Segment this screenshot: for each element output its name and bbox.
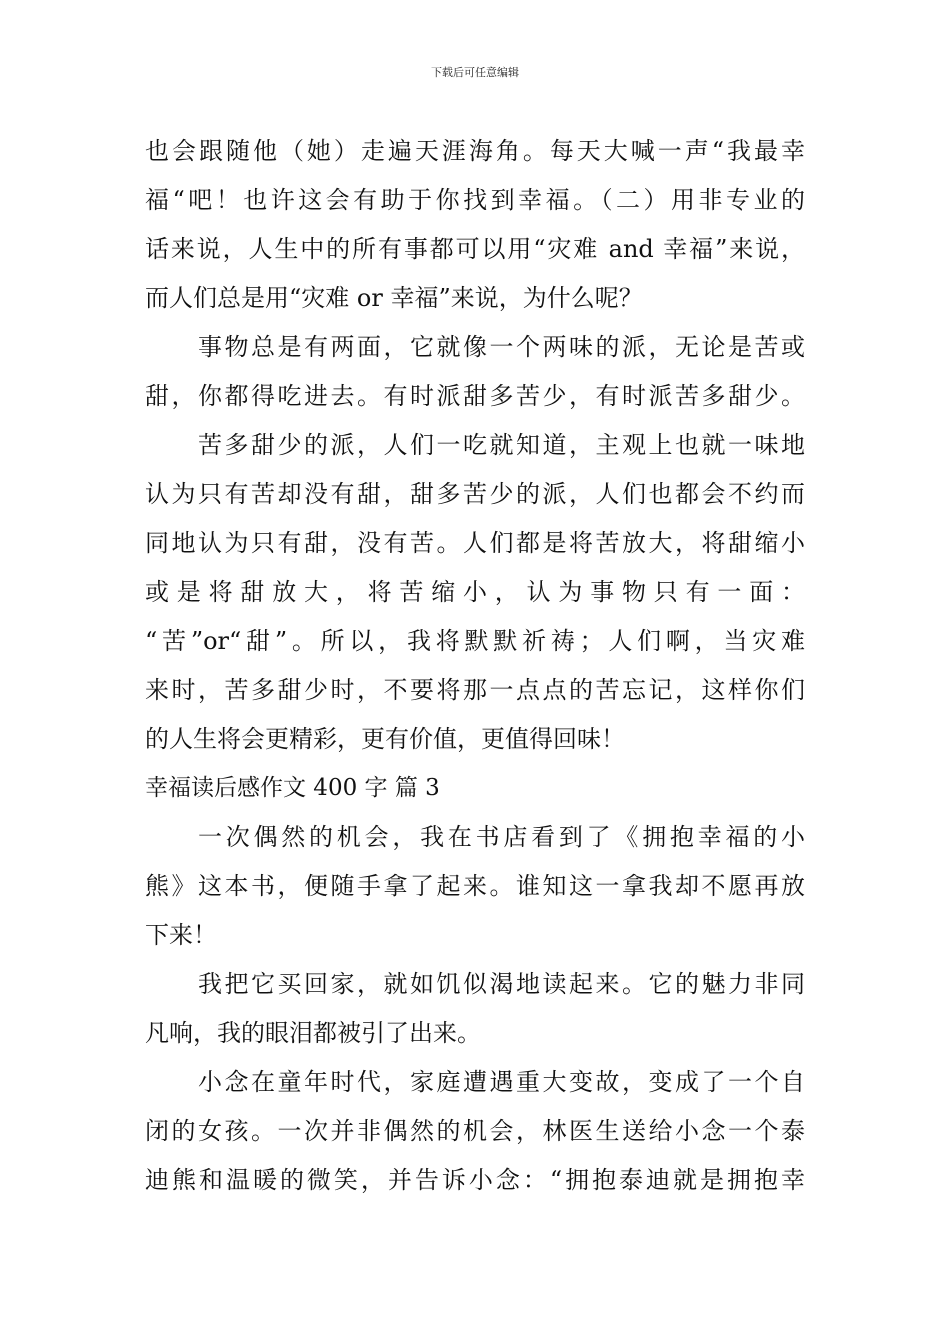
text-line: 甜，你都得吃进去。有时派甜多苦少，有时派苦多甜少。 [145, 382, 805, 410]
text-line: 的人生将会更精彩，更有价值，更值得回味！ [145, 725, 625, 753]
page-header-note: 下载后可任意编辑 [431, 66, 519, 79]
paragraph-start-line: 小念在童年时代，家庭遭遇重大变故，变成了一个自 [198, 1068, 805, 1096]
text-line: 来时，苦多甜少时，不要将那一点点的苦忘记，这样你们 [145, 676, 805, 704]
text-line: 凡响，我的眼泪都被引了出来。 [145, 1019, 481, 1047]
paragraph-start-line: 苦多甜少的派，人们一吃就知道，主观上也就一味地 [198, 431, 805, 459]
text-line: “苦”or“甜”。所以，我将默默祈祷；人们啊，当灾难 [145, 627, 805, 655]
text-line: 下来！ [145, 921, 217, 949]
text-line: 福“吧！也许这会有助于你找到幸福。（二）用非专业的 [145, 186, 805, 214]
text-line: 迪熊和温暖的微笑，并告诉小念：“拥抱泰迪就是拥抱幸 [145, 1166, 805, 1194]
paragraph-start-line: 我把它买回家，就如饥似渴地读起来。它的魅力非同 [198, 970, 805, 998]
section-heading: 幸福读后感作文 400 字 篇 3 [145, 775, 440, 801]
text-line: 同地认为只有甜，没有苦。人们都是将苦放大，将甜缩小 [145, 529, 805, 557]
text-line: 熊》这本书，便随手拿了起来。谁知这一拿我却不愿再放 [145, 872, 805, 900]
text-line: 而人们总是用“灾难 or 幸福”来说，为什么呢？ [145, 284, 643, 312]
text-line: 认为只有苦却没有甜，甜多苦少的派，人们也都会不约而 [145, 480, 805, 508]
text-line: 话来说，人生中的所有事都可以用“灾难 and 幸福”来说， [145, 235, 805, 263]
paragraph-start-line: 事物总是有两面，它就像一个两味的派，无论是苦或 [198, 333, 805, 361]
document-body [145, 127, 805, 1205]
text-line: 或是将甜放大，将苦缩小，认为事物只有一面： [145, 578, 805, 606]
text-line: 也会跟随他（她）走遍天涯海角。每天大喊一声“我最幸 [145, 137, 805, 165]
paragraph-start-line: 一次偶然的机会，我在书店看到了《拥抱幸福的小 [198, 823, 805, 851]
text-line: 闭的女孩。一次并非偶然的机会，林医生送给小念一个泰 [145, 1117, 805, 1145]
